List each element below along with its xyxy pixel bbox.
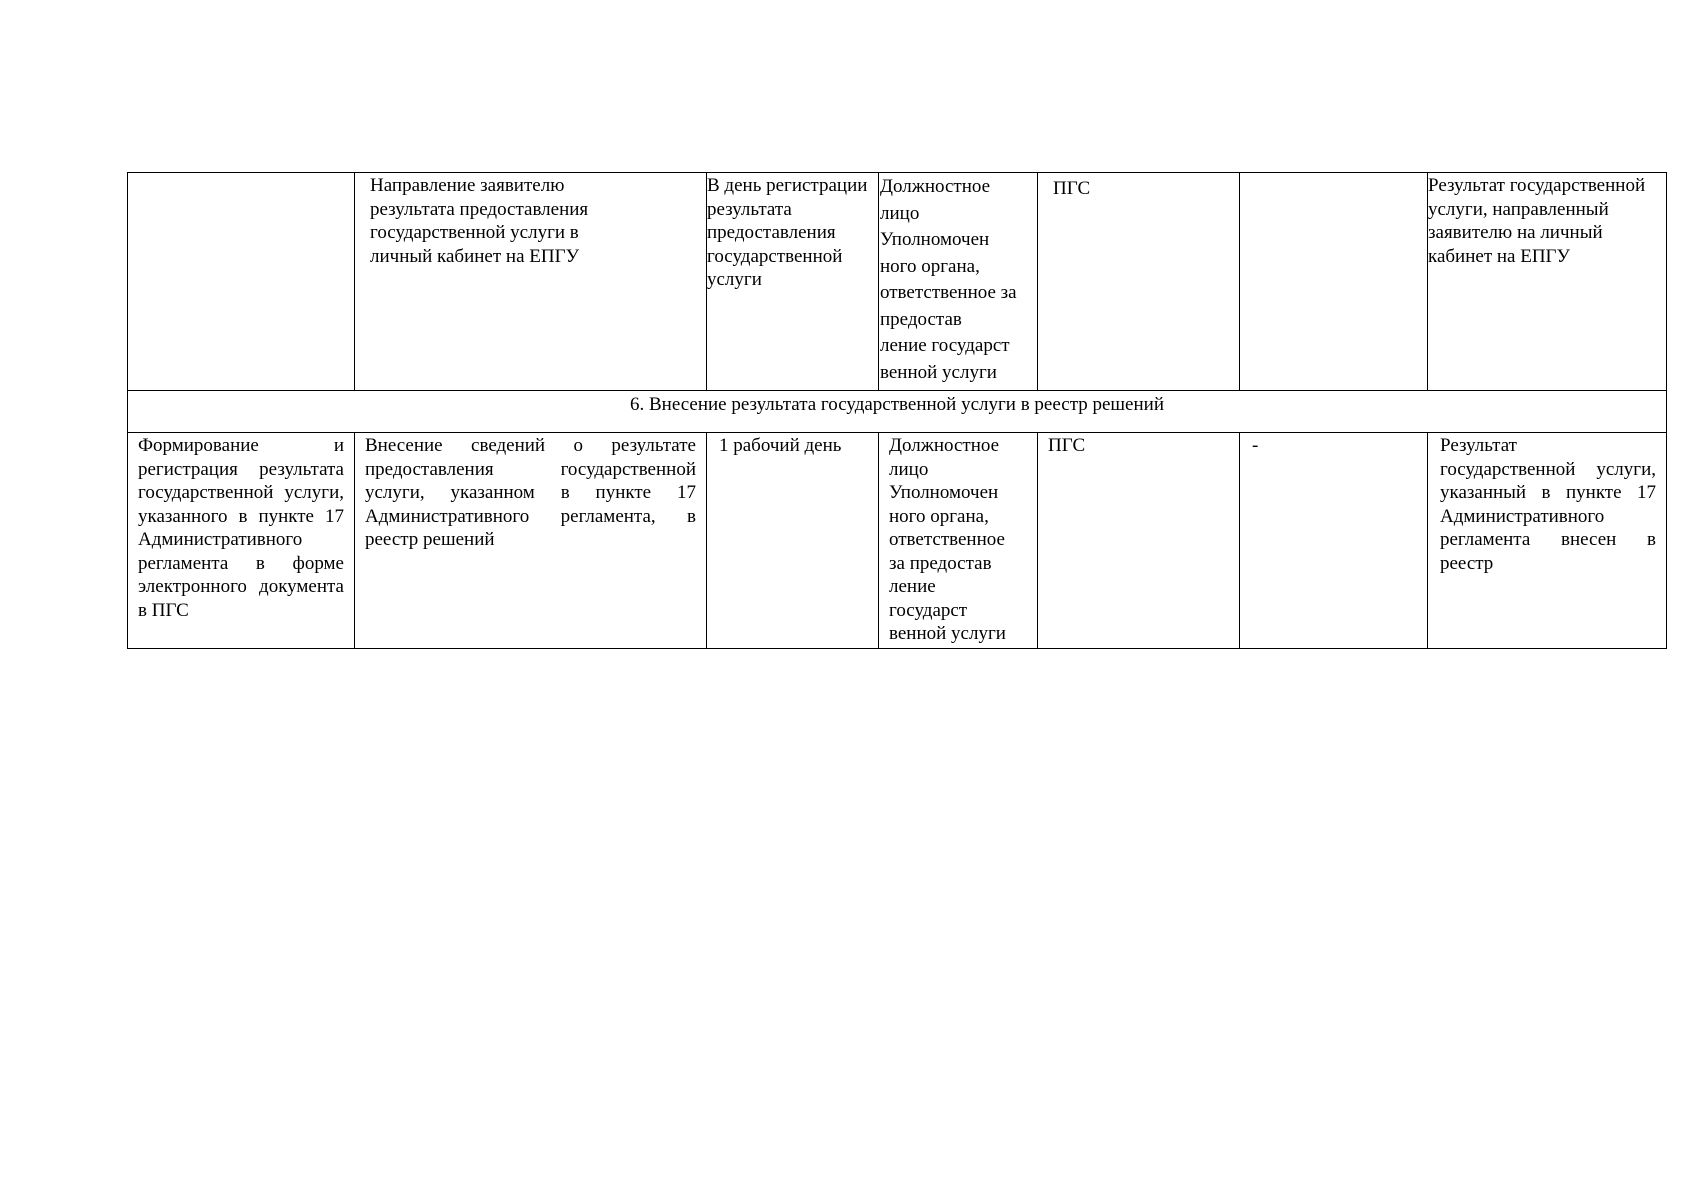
section-row xyxy=(128,391,1667,433)
cell-result: Результат государственной услуги, указанный в пункте 17 Административного регламента внесен в реестр xyxy=(1428,433,1667,649)
cell-system: ПГС xyxy=(1038,173,1240,391)
section-title: 6. Внесение результата государственной услуги в реестр решений xyxy=(128,391,1667,433)
procedure-table xyxy=(127,172,1667,649)
cell-result: Результат государственной услуги, направленный заявителю на личный кабинет на ЕПГУ xyxy=(1428,173,1667,391)
cell-action-basis xyxy=(128,173,355,391)
table-row xyxy=(128,433,1667,649)
cell-responsible: Должностное лицо Уполномочен ного органа, ответственное за предостав ление государст венной услуги xyxy=(879,433,1038,649)
cell-action-content: Внесение сведений о результате предоставления государственной услуги, указанном в пункте 17 Административного регламента, в реестр решений xyxy=(355,433,707,649)
cell-criteria xyxy=(1240,173,1428,391)
cell-system: ПГС xyxy=(1038,433,1240,649)
cell-duration: В день регистрации результата предоставления государственной услуги xyxy=(707,173,879,391)
cell-criteria: - xyxy=(1240,433,1428,649)
cell-action-content: Направление заявителю результата предоставления государственной услуги в личный кабинет на ЕПГУ xyxy=(355,173,707,391)
cell-duration: 1 рабочий день xyxy=(707,433,879,649)
cell-action-basis: Формирование и регистрация результата государственной услуги, указанного в пункте 17 Административного регламента в форме электронного документа в ПГС xyxy=(128,433,355,649)
cell-responsible: Должностное лицо Уполномочен ного органа, ответственное за предостав ление государст венной услуги xyxy=(879,173,1038,391)
table-row xyxy=(128,173,1667,391)
